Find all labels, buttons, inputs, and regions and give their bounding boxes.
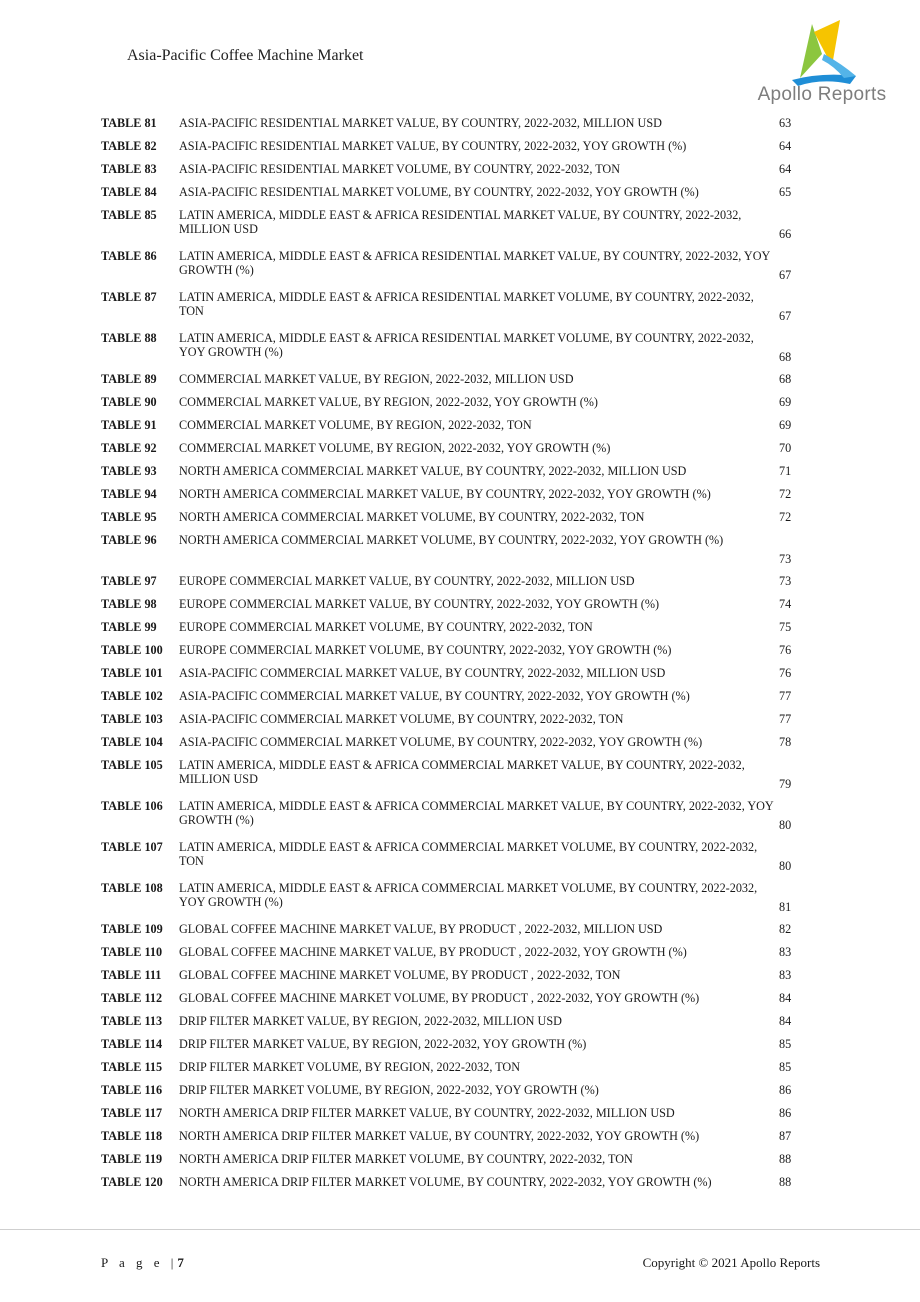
toc-page-number: 67 — [779, 268, 792, 282]
page-indicator — [101, 1255, 184, 1271]
toc-label: TABLE 111 — [101, 968, 162, 982]
toc-title: DRIP FILTER MARKET VALUE, BY REGION, 2022-2032, MILLION USD — [179, 1014, 562, 1028]
toc-title: COMMERCIAL MARKET VALUE, BY REGION, 2022-2032, MILLION USD — [179, 372, 574, 386]
toc-entry[interactable] — [101, 689, 801, 712]
toc-page-number: 85 — [779, 1037, 792, 1051]
toc-label: TABLE 98 — [101, 597, 157, 611]
toc-page-number: 88 — [779, 1152, 792, 1166]
toc-page-number: 64 — [779, 162, 792, 176]
toc-entry[interactable] — [101, 1175, 801, 1198]
toc-page-number: 70 — [779, 441, 792, 455]
toc-label: TABLE 84 — [101, 185, 157, 199]
toc-label: TABLE 93 — [101, 464, 157, 478]
toc-label: TABLE 96 — [101, 533, 157, 547]
toc-entry[interactable] — [101, 922, 801, 945]
toc-entry[interactable] — [101, 799, 801, 840]
toc-entry[interactable] — [101, 991, 801, 1014]
toc-entry[interactable] — [101, 116, 801, 139]
toc-entry[interactable] — [101, 1060, 801, 1083]
toc-label: TABLE 109 — [101, 922, 163, 936]
toc-entry[interactable] — [101, 735, 801, 758]
toc-label: TABLE 101 — [101, 666, 163, 680]
toc-title: LATIN AMERICA, MIDDLE EAST & AFRICA COMMERCIAL MARKET VOLUME, BY COUNTRY, 2022-2032, TON — [179, 840, 758, 868]
toc-page-number: 68 — [779, 372, 792, 386]
toc-page-number: 63 — [779, 116, 792, 130]
toc-entry[interactable] — [101, 162, 801, 185]
apollo-reports-logo — [752, 14, 892, 110]
toc-label: TABLE 90 — [101, 395, 157, 409]
toc-page-number: 72 — [779, 487, 792, 501]
toc-page-number: 66 — [779, 227, 792, 241]
toc-label: TABLE 92 — [101, 441, 157, 455]
toc-entry[interactable] — [101, 597, 801, 620]
toc-label: TABLE 97 — [101, 574, 157, 588]
toc-label: TABLE 85 — [101, 208, 157, 222]
toc-entry[interactable] — [101, 1037, 801, 1060]
toc-title: COMMERCIAL MARKET VALUE, BY REGION, 2022-2032, YOY GROWTH (%) — [179, 395, 598, 409]
toc-label: TABLE 120 — [101, 1175, 163, 1189]
toc-page-number: 77 — [779, 712, 792, 726]
table-of-contents — [101, 116, 801, 1198]
toc-page-number: 73 — [779, 574, 792, 588]
toc-label: TABLE 100 — [101, 643, 163, 657]
toc-label: TABLE 102 — [101, 689, 163, 703]
toc-entry[interactable] — [101, 620, 801, 643]
toc-entry[interactable] — [101, 290, 801, 331]
toc-label: TABLE 89 — [101, 372, 157, 386]
toc-page-number: 72 — [779, 510, 792, 524]
toc-title: LATIN AMERICA, MIDDLE EAST & AFRICA COMMERCIAL MARKET VALUE, BY COUNTRY, 2022-2032, YOY GROWTH (%) — [179, 799, 774, 827]
toc-page-number: 82 — [779, 922, 792, 936]
toc-entry[interactable] — [101, 418, 801, 441]
toc-title: ASIA-PACIFIC RESIDENTIAL MARKET VOLUME, BY COUNTRY, 2022-2032, YOY GROWTH (%) — [179, 185, 699, 199]
toc-page-number: 81 — [779, 900, 792, 914]
toc-title: LATIN AMERICA, MIDDLE EAST & AFRICA COMMERCIAL MARKET VOLUME, BY COUNTRY, 2022-2032, YOY GROWTH (%) — [179, 881, 758, 909]
toc-page-number: 86 — [779, 1106, 792, 1120]
toc-page-number: 74 — [779, 597, 792, 611]
toc-label: TABLE 95 — [101, 510, 157, 524]
toc-title: DRIP FILTER MARKET VALUE, BY REGION, 2022-2032, YOY GROWTH (%) — [179, 1037, 587, 1051]
toc-title: NORTH AMERICA COMMERCIAL MARKET VALUE, BY COUNTRY, 2022-2032, YOY GROWTH (%) — [179, 487, 711, 501]
logo-text: Apollo Reports — [757, 84, 887, 105]
toc-title: LATIN AMERICA, MIDDLE EAST & AFRICA RESIDENTIAL MARKET VALUE, BY COUNTRY, 2022-2032, MILLION USD — [179, 208, 742, 236]
toc-page-number: 80 — [779, 818, 792, 832]
toc-title: EUROPE COMMERCIAL MARKET VALUE, BY COUNTRY, 2022-2032, MILLION USD — [179, 574, 635, 588]
toc-entry[interactable] — [101, 395, 801, 418]
toc-page-number: 75 — [779, 620, 792, 634]
toc-label: TABLE 112 — [101, 991, 163, 1005]
toc-entry[interactable] — [101, 533, 801, 574]
toc-entry[interactable] — [101, 574, 801, 597]
toc-page-number: 76 — [779, 666, 792, 680]
toc-label: TABLE 86 — [101, 249, 157, 263]
toc-entry[interactable] — [101, 1106, 801, 1129]
toc-entry[interactable] — [101, 945, 801, 968]
toc-label: TABLE 107 — [101, 840, 163, 854]
toc-label: TABLE 108 — [101, 881, 163, 895]
toc-title: COMMERCIAL MARKET VOLUME, BY REGION, 2022-2032, TON — [179, 418, 532, 432]
toc-label: TABLE 113 — [101, 1014, 163, 1028]
toc-title: NORTH AMERICA COMMERCIAL MARKET VOLUME, BY COUNTRY, 2022-2032, YOY GROWTH (%) — [179, 533, 724, 547]
toc-title: ASIA-PACIFIC COMMERCIAL MARKET VOLUME, BY COUNTRY, 2022-2032, YOY GROWTH (%) — [179, 735, 703, 749]
toc-page-number: 73 — [779, 552, 792, 566]
toc-title: ASIA-PACIFIC COMMERCIAL MARKET VOLUME, BY COUNTRY, 2022-2032, TON — [179, 712, 624, 726]
toc-page-number: 76 — [779, 643, 792, 657]
toc-entry[interactable] — [101, 758, 801, 799]
toc-page-number: 69 — [779, 395, 792, 409]
toc-label: TABLE 81 — [101, 116, 157, 130]
toc-page-number: 69 — [779, 418, 792, 432]
document-title: Asia-Pacific Coffee Machine Market — [127, 47, 364, 64]
toc-title: GLOBAL COFFEE MACHINE MARKET VOLUME, BY PRODUCT , 2022-2032, TON — [179, 968, 621, 982]
apollo-logo-icon — [752, 14, 892, 86]
toc-entry[interactable] — [101, 185, 801, 208]
toc-label: TABLE 99 — [101, 620, 157, 634]
toc-page-number: 87 — [779, 1129, 792, 1143]
toc-label: TABLE 91 — [101, 418, 157, 432]
toc-page-number: 88 — [779, 1175, 792, 1189]
toc-page-number: 79 — [779, 777, 792, 791]
toc-title: NORTH AMERICA DRIP FILTER MARKET VALUE, BY COUNTRY, 2022-2032, MILLION USD — [179, 1106, 675, 1120]
toc-page-number: 84 — [779, 1014, 792, 1028]
toc-page-number: 80 — [779, 859, 792, 873]
toc-entry[interactable] — [101, 881, 801, 922]
toc-entry[interactable] — [101, 139, 801, 162]
page-prefix: P a g e | — [101, 1255, 178, 1270]
toc-title: NORTH AMERICA COMMERCIAL MARKET VOLUME, BY COUNTRY, 2022-2032, TON — [179, 510, 645, 524]
toc-label: TABLE 117 — [101, 1106, 163, 1120]
toc-page-number: 65 — [779, 185, 792, 199]
toc-title: ASIA-PACIFIC RESIDENTIAL MARKET VOLUME, BY COUNTRY, 2022-2032, TON — [179, 162, 621, 176]
toc-entry[interactable] — [101, 1083, 801, 1106]
page-number: 7 — [177, 1255, 184, 1270]
toc-title: LATIN AMERICA, MIDDLE EAST & AFRICA COMMERCIAL MARKET VALUE, BY COUNTRY, 2022-2032, MILLION USD — [179, 758, 745, 786]
toc-label: TABLE 83 — [101, 162, 157, 176]
toc-label: TABLE 119 — [101, 1152, 163, 1166]
toc-label: TABLE 94 — [101, 487, 157, 501]
toc-page-number: 86 — [779, 1083, 792, 1097]
toc-label: TABLE 88 — [101, 331, 157, 345]
toc-label: TABLE 118 — [101, 1129, 163, 1143]
toc-title: ASIA-PACIFIC COMMERCIAL MARKET VALUE, BY COUNTRY, 2022-2032, YOY GROWTH (%) — [179, 689, 690, 703]
toc-entry[interactable] — [101, 1129, 801, 1152]
toc-title: GLOBAL COFFEE MACHINE MARKET VALUE, BY PRODUCT , 2022-2032, MILLION USD — [179, 922, 663, 936]
toc-entry[interactable] — [101, 464, 801, 487]
toc-page-number: 83 — [779, 968, 792, 982]
toc-label: TABLE 106 — [101, 799, 163, 813]
copyright: Copyright © 2021 Apollo Reports — [642, 1255, 820, 1270]
toc-label: TABLE 103 — [101, 712, 163, 726]
toc-entry[interactable] — [101, 1152, 801, 1175]
toc-title: NORTH AMERICA COMMERCIAL MARKET VALUE, BY COUNTRY, 2022-2032, MILLION USD — [179, 464, 687, 478]
toc-label: TABLE 105 — [101, 758, 163, 772]
toc-label: TABLE 114 — [101, 1037, 163, 1051]
toc-title: LATIN AMERICA, MIDDLE EAST & AFRICA RESIDENTIAL MARKET VOLUME, BY COUNTRY, 2022-2032, YOY GROWTH (%) — [179, 331, 754, 359]
toc-page-number: 71 — [779, 464, 792, 478]
toc-entry[interactable] — [101, 208, 801, 249]
toc-page-number: 85 — [779, 1060, 792, 1074]
toc-title: ASIA-PACIFIC RESIDENTIAL MARKET VALUE, BY COUNTRY, 2022-2032, YOY GROWTH (%) — [179, 139, 687, 153]
toc-label: TABLE 115 — [101, 1060, 163, 1074]
toc-title: NORTH AMERICA DRIP FILTER MARKET VOLUME, BY COUNTRY, 2022-2032, TON — [179, 1152, 633, 1166]
toc-title: DRIP FILTER MARKET VOLUME, BY REGION, 2022-2032, YOY GROWTH (%) — [179, 1083, 599, 1097]
toc-page-number: 68 — [779, 350, 792, 364]
toc-entry[interactable] — [101, 510, 801, 533]
toc-entry[interactable] — [101, 441, 801, 464]
toc-page-number: 64 — [779, 139, 792, 153]
toc-title: DRIP FILTER MARKET VOLUME, BY REGION, 2022-2032, TON — [179, 1060, 521, 1074]
toc-title: EUROPE COMMERCIAL MARKET VOLUME, BY COUNTRY, 2022-2032, YOY GROWTH (%) — [179, 643, 672, 657]
toc-title: EUROPE COMMERCIAL MARKET VOLUME, BY COUNTRY, 2022-2032, TON — [179, 620, 593, 634]
toc-title: EUROPE COMMERCIAL MARKET VALUE, BY COUNTRY, 2022-2032, YOY GROWTH (%) — [179, 597, 660, 611]
toc-label: TABLE 110 — [101, 945, 163, 959]
toc-title: LATIN AMERICA, MIDDLE EAST & AFRICA RESIDENTIAL MARKET VOLUME, BY COUNTRY, 2022-2032, TON — [179, 290, 754, 318]
toc-entry[interactable] — [101, 968, 801, 991]
toc-title: NORTH AMERICA DRIP FILTER MARKET VOLUME, BY COUNTRY, 2022-2032, YOY GROWTH (%) — [179, 1175, 712, 1189]
toc-page-number: 77 — [779, 689, 792, 703]
toc-page-number: 83 — [779, 945, 792, 959]
toc-page-number: 67 — [779, 309, 792, 323]
toc-entry[interactable] — [101, 249, 801, 290]
toc-title: GLOBAL COFFEE MACHINE MARKET VALUE, BY PRODUCT , 2022-2032, YOY GROWTH (%) — [179, 945, 687, 959]
toc-entry[interactable] — [101, 643, 801, 666]
footer-divider — [0, 1229, 920, 1230]
toc-title: NORTH AMERICA DRIP FILTER MARKET VALUE, BY COUNTRY, 2022-2032, YOY GROWTH (%) — [179, 1129, 700, 1143]
toc-entry[interactable] — [101, 487, 801, 510]
toc-entry[interactable] — [101, 331, 801, 372]
toc-page-number: 78 — [779, 735, 792, 749]
toc-title: COMMERCIAL MARKET VOLUME, BY REGION, 2022-2032, YOY GROWTH (%) — [179, 441, 611, 455]
toc-entry[interactable] — [101, 666, 801, 689]
toc-page-number: 84 — [779, 991, 792, 1005]
toc-title: ASIA-PACIFIC RESIDENTIAL MARKET VALUE, BY COUNTRY, 2022-2032, MILLION USD — [179, 116, 662, 130]
toc-label: TABLE 116 — [101, 1083, 163, 1097]
toc-title: GLOBAL COFFEE MACHINE MARKET VOLUME, BY PRODUCT , 2022-2032, YOY GROWTH (%) — [179, 991, 700, 1005]
toc-entry[interactable] — [101, 1014, 801, 1037]
toc-entry[interactable] — [101, 712, 801, 735]
toc-entry[interactable] — [101, 372, 801, 395]
toc-title: ASIA-PACIFIC COMMERCIAL MARKET VALUE, BY COUNTRY, 2022-2032, MILLION USD — [179, 666, 666, 680]
toc-label: TABLE 87 — [101, 290, 157, 304]
toc-label: TABLE 104 — [101, 735, 163, 749]
toc-title: LATIN AMERICA, MIDDLE EAST & AFRICA RESIDENTIAL MARKET VALUE, BY COUNTRY, 2022-2032, YOY GROWTH (%) — [179, 249, 770, 277]
toc-entry[interactable] — [101, 840, 801, 881]
toc-label: TABLE 82 — [101, 139, 157, 153]
